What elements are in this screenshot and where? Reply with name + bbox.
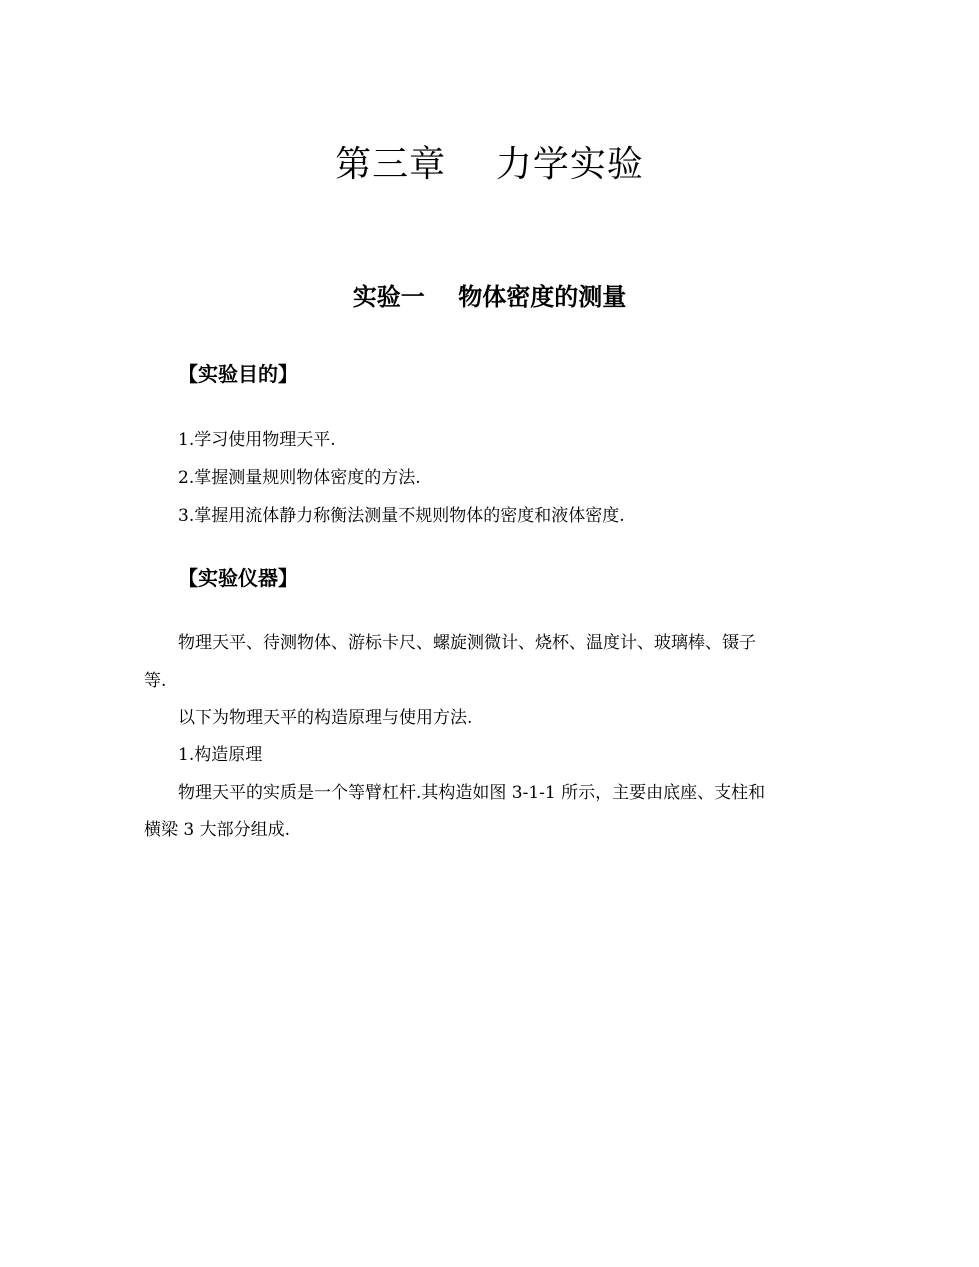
purpose-item-3: 3.掌握用流体静力称衡法测量不规则物体的密度和液体密度.: [178, 506, 625, 526]
instruments-paragraph-line-1: 物理天平、待测物体、游标卡尺、螺旋测微计、烧杯、温度计、玻璃棒、镊子: [178, 633, 756, 653]
chapter-title: 第三章 力学实验: [335, 144, 644, 185]
balance-intro-paragraph: 以下为物理天平的构造原理与使用方法.: [178, 708, 473, 728]
section-heading-instruments: 【实验仪器】: [178, 566, 298, 590]
experiment-title: 实验一 物体密度的测量: [352, 283, 627, 311]
section-heading-purpose: 【实验目的】: [178, 362, 298, 386]
instruments-paragraph-line-2: 等.: [144, 671, 167, 691]
construction-principle-subheading: 1.构造原理: [178, 745, 263, 765]
construction-paragraph-line-1: 物理天平的实质是一个等臂杠杆.其构造如图 3-1-1 所示，主要由底座、支柱和: [178, 783, 766, 803]
purpose-item-2: 2.掌握测量规则物体密度的方法.: [178, 468, 421, 488]
construction-paragraph-line-2: 横梁 3 大部分组成.: [144, 820, 291, 840]
purpose-item-1: 1.学习使用物理天平.: [178, 430, 336, 450]
